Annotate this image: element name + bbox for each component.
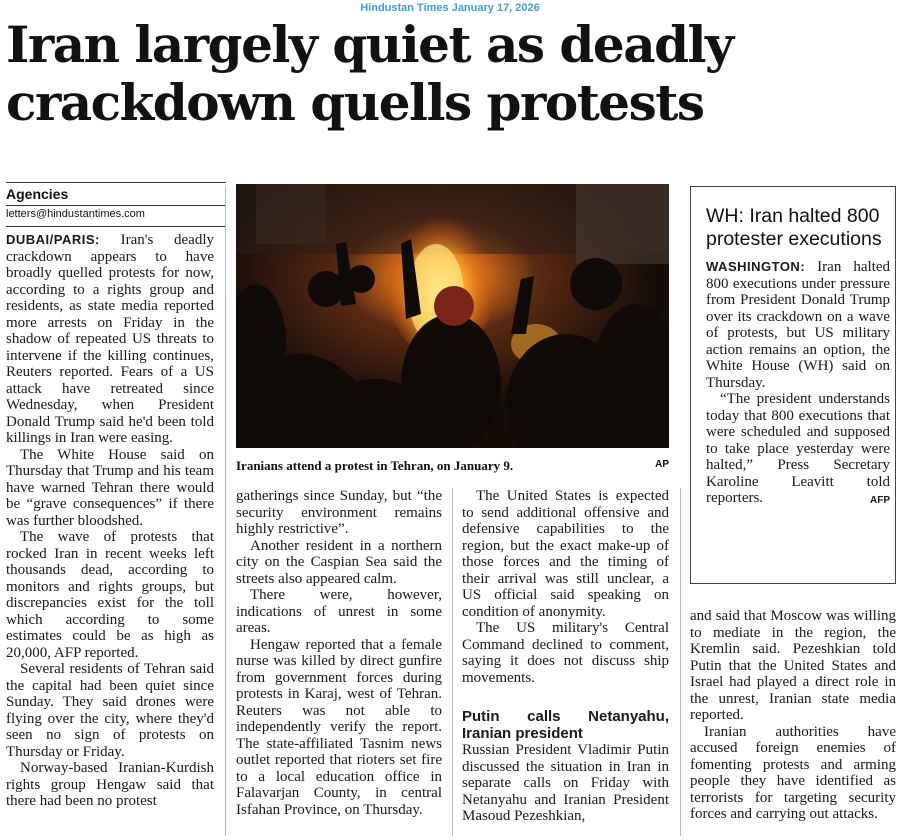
article-paragraph: Several residents of Tehran said the capital had been quiet since Sunday. They said drones were flying over the city, where they'd seen no sign of protests on Thursday or Friday. bbox=[6, 661, 214, 760]
sidebar-paragraph: WASHINGTON: Iran halted 800 executions under pressure from President Donald Trump over its crackdown on a wave of protests, but US military action remains an option, the White House (WH) said on Thursday. bbox=[706, 259, 890, 391]
article-column-1 bbox=[6, 232, 214, 810]
article-paragraph: The United States is expected to send additional offensive and defensive capabilities to the region, but the exact make-up of those forces and the timing of their arrival was still unclear, a US official said speaking on condition of anonymity. bbox=[462, 488, 669, 620]
masthead: Hindustan Times January 17, 2026 bbox=[360, 2, 540, 14]
article-paragraph: The US military's Central Command declined to comment, saying it does not discuss ship movements. bbox=[462, 620, 669, 686]
sidebar-dateline: WASHINGTON: bbox=[706, 259, 806, 274]
article-column-3 bbox=[462, 488, 669, 825]
sidebar-title: WH: Iran halted 800 protester executions bbox=[706, 205, 882, 250]
article-paragraph: The White House said on Thursday that Trump and his team have warned Tehran there would be “grave consequences” if there was further bloodshed. bbox=[6, 446, 214, 529]
byline-email[interactable]: letters@hindustantimes.com bbox=[6, 208, 145, 220]
headline-line-2: crackdown quells protests bbox=[6, 73, 704, 132]
protest-photo bbox=[236, 184, 669, 448]
article-dateline: DUBAI/PARIS: bbox=[6, 232, 100, 247]
article-paragraph: DUBAI/PARIS: Iran's deadly crackdown appears to have broadly quelled protests for now, according to a rights group and residents, as state media reported more arrests on Friday in the shadow of repeated US threats to intervene if the killing continues, Reuters reported. Fears of a US attack have retreated since Wednesday, when President Donald Trump said he'd been told killings in Iran were easing. bbox=[6, 232, 215, 446]
column-divider bbox=[680, 488, 681, 836]
article-paragraph: gatherings since Sunday, but “the security environment remains highly restrictive”. bbox=[236, 488, 442, 537]
article-paragraph: The wave of protests that rocked Iran in recent weeks left thousands dead, according to monitors and rights groups, but discrepancies exist for the toll which according to some estimates could be as high as 20,000, AFP reported. bbox=[6, 529, 214, 661]
subheading: Putin calls Netanyahu, Iranian president bbox=[462, 708, 669, 742]
sidebar-body bbox=[706, 259, 890, 507]
article-paragraph: Hengaw reported that a female nurse was killed by direct gunfire from government forces during protests in Karaj, west of Tehran. Reuters was not able to independently verify the report. The state-affiliated Tasnim news outlet reported that rioters set fire to a local education office in Falavarjan County, in central Isfahan Province, on Thursday. bbox=[236, 636, 442, 818]
article-paragraph: There were, however, indications of unrest in some areas. bbox=[236, 587, 442, 636]
sidebar-paragraph: “The president understands today that 800 executions that were scheduled and supposed to take place yesterday were halted,” Press Secretary Karoline Leavitt told reporters. AFP bbox=[706, 391, 890, 507]
column-divider bbox=[225, 186, 226, 836]
article-paragraph: Russian President Vladimir Putin discussed the situation in Iran in separate calls on Friday with Netanyahu and Iranian President Masoud Pezeshkian, bbox=[462, 742, 669, 824]
byline: Agencies bbox=[6, 186, 69, 202]
article-paragraph: Another resident in a northern city on the Caspian Sea said the streets also appeared calm. bbox=[236, 537, 442, 587]
headline-line-1: Iran largely quiet as deadly bbox=[6, 15, 733, 74]
sidebar-credit: AFP bbox=[870, 495, 890, 506]
protest-photo-image bbox=[236, 184, 669, 448]
article-paragraph: Norway-based Iranian-Kurdish rights group Hengaw said that there had been no protest bbox=[6, 760, 214, 809]
photo-credit: AP bbox=[655, 459, 669, 470]
sidebar-box bbox=[690, 186, 896, 584]
byline-bottom-rule bbox=[6, 226, 226, 227]
byline-mid-rule bbox=[6, 205, 226, 206]
headline bbox=[6, 16, 896, 132]
article-paragraph: and said that Moscow was willing to mediate in the region, the Kremlin said. Pezeshkian told Putin that the United States and Israel had played a direct role in the unrest, Iranian state media reported. bbox=[690, 608, 896, 723]
article-column-2 bbox=[236, 488, 442, 818]
article-paragraph: Iranian authorities have accused foreign enemies of fomenting protests and arming people they have identified as terrorists for targeting security forces and carrying out attacks. bbox=[690, 723, 896, 822]
column-divider bbox=[452, 488, 453, 836]
photo-caption: Iranians attend a protest in Tehran, on January 9. AP bbox=[236, 458, 669, 473]
article-column-4 bbox=[690, 608, 896, 823]
byline-top-rule bbox=[6, 182, 226, 183]
